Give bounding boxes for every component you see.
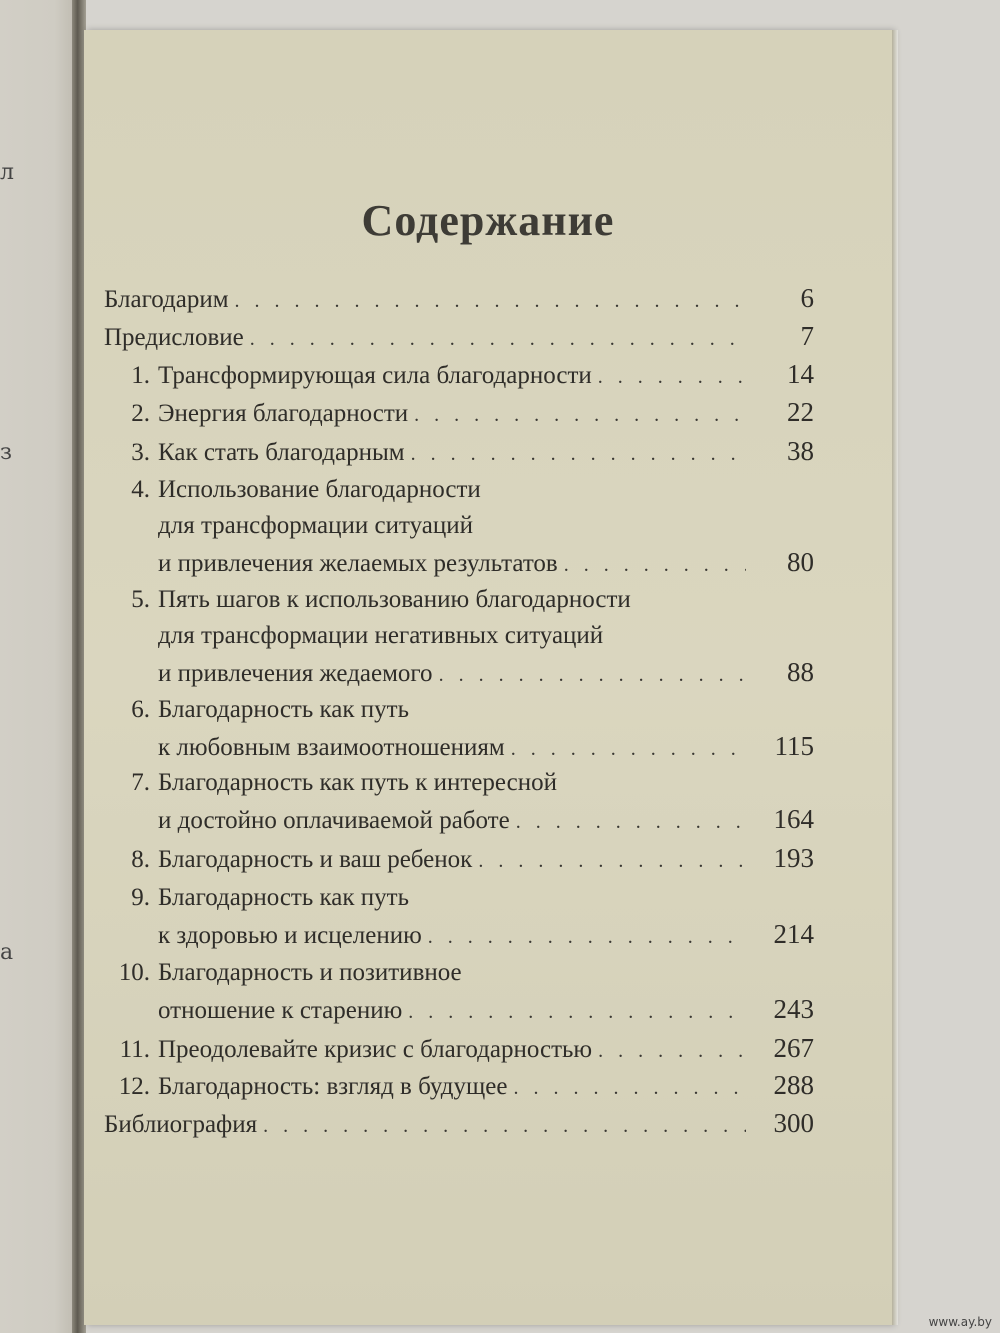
- toc-title: к здоровью и исцелению: [158, 922, 422, 949]
- toc-line: [104, 916, 814, 952]
- toc-chapter-number: 3.: [131, 439, 150, 466]
- toc-line: [104, 840, 814, 876]
- toc-line: [104, 728, 814, 764]
- toc-page-number: 243: [773, 994, 814, 1024]
- toc-line: [104, 1105, 814, 1141]
- toc-leader-dots: [511, 731, 746, 767]
- toc-line: [104, 991, 814, 1027]
- toc-leader-dots: [478, 843, 746, 879]
- toc-title: для трансформации ситуаций: [158, 512, 473, 539]
- left-page: [0, 0, 78, 1333]
- toc-line: [104, 654, 814, 690]
- toc-title: Благодарность как путь: [158, 884, 409, 911]
- left-page-fragment: л: [0, 160, 14, 185]
- toc-chapter-number: 7.: [131, 769, 150, 796]
- toc-title: Благодарим: [104, 286, 229, 313]
- toc-title: Пять шагов к использованию благодарности: [158, 586, 631, 613]
- toc-chapter-number: 2.: [131, 400, 150, 427]
- page-edge: [892, 30, 898, 1325]
- toc-entry: [104, 840, 814, 876]
- toc-title: и привлечения желаемых результатов: [158, 550, 558, 577]
- toc-line: [104, 618, 814, 654]
- toc-leader-dots: [513, 1070, 746, 1106]
- toc-line: [104, 880, 814, 916]
- toc-title: Энергия благодарности: [158, 400, 409, 427]
- toc-leader-dots: [250, 321, 746, 357]
- toc-title: отношение к старению: [158, 997, 403, 1024]
- left-page-fragment: з: [0, 440, 12, 465]
- toc-page-number: 6: [800, 283, 814, 313]
- toc-page-number: 288: [773, 1070, 814, 1100]
- toc-title: Благодарность как путь: [158, 696, 409, 723]
- left-page-fragment: а: [0, 940, 14, 965]
- toc-leader-dots: [598, 1033, 746, 1069]
- toc-page-number: 115: [774, 731, 814, 761]
- toc-page-number: 22: [787, 397, 814, 427]
- toc-page-number: 193: [773, 843, 814, 873]
- toc-page-number: 164: [773, 804, 814, 834]
- toc-entry: [104, 433, 814, 469]
- toc-title: Использование благодарности: [158, 476, 481, 503]
- toc-entry: [104, 394, 814, 430]
- watermark: www.ay.by: [928, 1315, 992, 1329]
- toc-leader-dots: [428, 919, 746, 955]
- toc-entry: [104, 356, 814, 392]
- toc-leader-dots: [598, 359, 746, 395]
- toc-line: [104, 318, 814, 354]
- toc-chapter-number: 8.: [131, 846, 150, 873]
- toc-leader-dots: [564, 547, 746, 583]
- toc-leader-dots: [411, 436, 746, 472]
- toc-line: [104, 955, 814, 991]
- toc-page-number: 38: [787, 436, 814, 466]
- toc-title: Предисловие: [104, 324, 244, 351]
- book-page: [84, 30, 892, 1325]
- toc-leader-dots: [408, 994, 746, 1030]
- toc-page-number: 7: [800, 321, 814, 351]
- toc-chapter-number: 1.: [131, 362, 150, 389]
- toc-entry: [104, 765, 814, 837]
- toc-entry: [104, 880, 814, 952]
- toc-chapter-number: 10.: [118, 959, 150, 986]
- toc-title: и достойно оплачиваемой работе: [158, 807, 510, 834]
- toc-chapter-number: 9.: [131, 884, 150, 911]
- toc-entry: [104, 955, 814, 1027]
- toc-line: [104, 1067, 814, 1103]
- toc-line: [104, 433, 814, 469]
- toc-title: Библиография: [104, 1111, 258, 1138]
- toc-title: Благодарность и позитивное: [158, 959, 462, 986]
- toc-chapter-number: 12.: [118, 1073, 150, 1100]
- toc-line: [104, 582, 814, 618]
- toc-entry: [104, 1030, 814, 1066]
- toc-line: [104, 356, 814, 392]
- toc-page-number: 214: [773, 919, 814, 949]
- toc-leader-dots: [235, 283, 746, 319]
- toc-chapter-number: 11.: [119, 1036, 150, 1063]
- toc-chapter-number: 5.: [131, 586, 150, 613]
- toc-page-number: 88: [787, 657, 814, 687]
- toc-line: [104, 544, 814, 580]
- toc-page-number: 300: [773, 1108, 814, 1138]
- toc-entry: [104, 1067, 814, 1103]
- toc-title: Благодарность: взгляд в будущее: [158, 1073, 508, 1100]
- toc-line: [104, 692, 814, 728]
- toc-title: Благодарность и ваш ребенок: [158, 846, 473, 873]
- toc-page-number: 80: [787, 547, 814, 577]
- toc-title: для трансформации негативных ситуаций: [158, 622, 604, 649]
- toc-page-number: 267: [773, 1033, 814, 1063]
- toc-entry: [104, 582, 814, 690]
- toc-title: Как стать благодарным: [158, 439, 405, 466]
- toc-line: [104, 1030, 814, 1066]
- toc-chapter-number: 6.: [131, 696, 150, 723]
- toc-line: [104, 394, 814, 430]
- page-title: Содержание: [361, 196, 615, 245]
- toc-title: и привлечения жедаемого: [158, 660, 433, 687]
- toc-leader-dots: [439, 657, 746, 693]
- toc-leader-dots: [414, 397, 746, 433]
- toc-entry: [104, 692, 814, 764]
- toc-title: Преодолевайте кризис с благодарностью: [158, 1036, 593, 1063]
- toc-leader-dots: [263, 1108, 746, 1144]
- toc-line: [104, 765, 814, 801]
- toc-entry: [104, 318, 814, 354]
- toc-line: [104, 472, 814, 508]
- toc-entry: [104, 280, 814, 316]
- toc-leader-dots: [516, 804, 746, 840]
- toc-line: [104, 801, 814, 837]
- toc-title: Трансформирующая сила благодарности: [158, 362, 592, 389]
- toc-page-number: 14: [787, 359, 814, 389]
- toc-line: [104, 508, 814, 544]
- toc-line: [104, 280, 814, 316]
- toc-title: Благодарность как путь к интересной: [158, 769, 557, 796]
- toc-entry: [104, 1105, 814, 1141]
- toc-title: к любовным взаимоотношениям: [158, 734, 505, 761]
- toc-entry: [104, 472, 814, 580]
- toc-chapter-number: 4.: [131, 476, 150, 503]
